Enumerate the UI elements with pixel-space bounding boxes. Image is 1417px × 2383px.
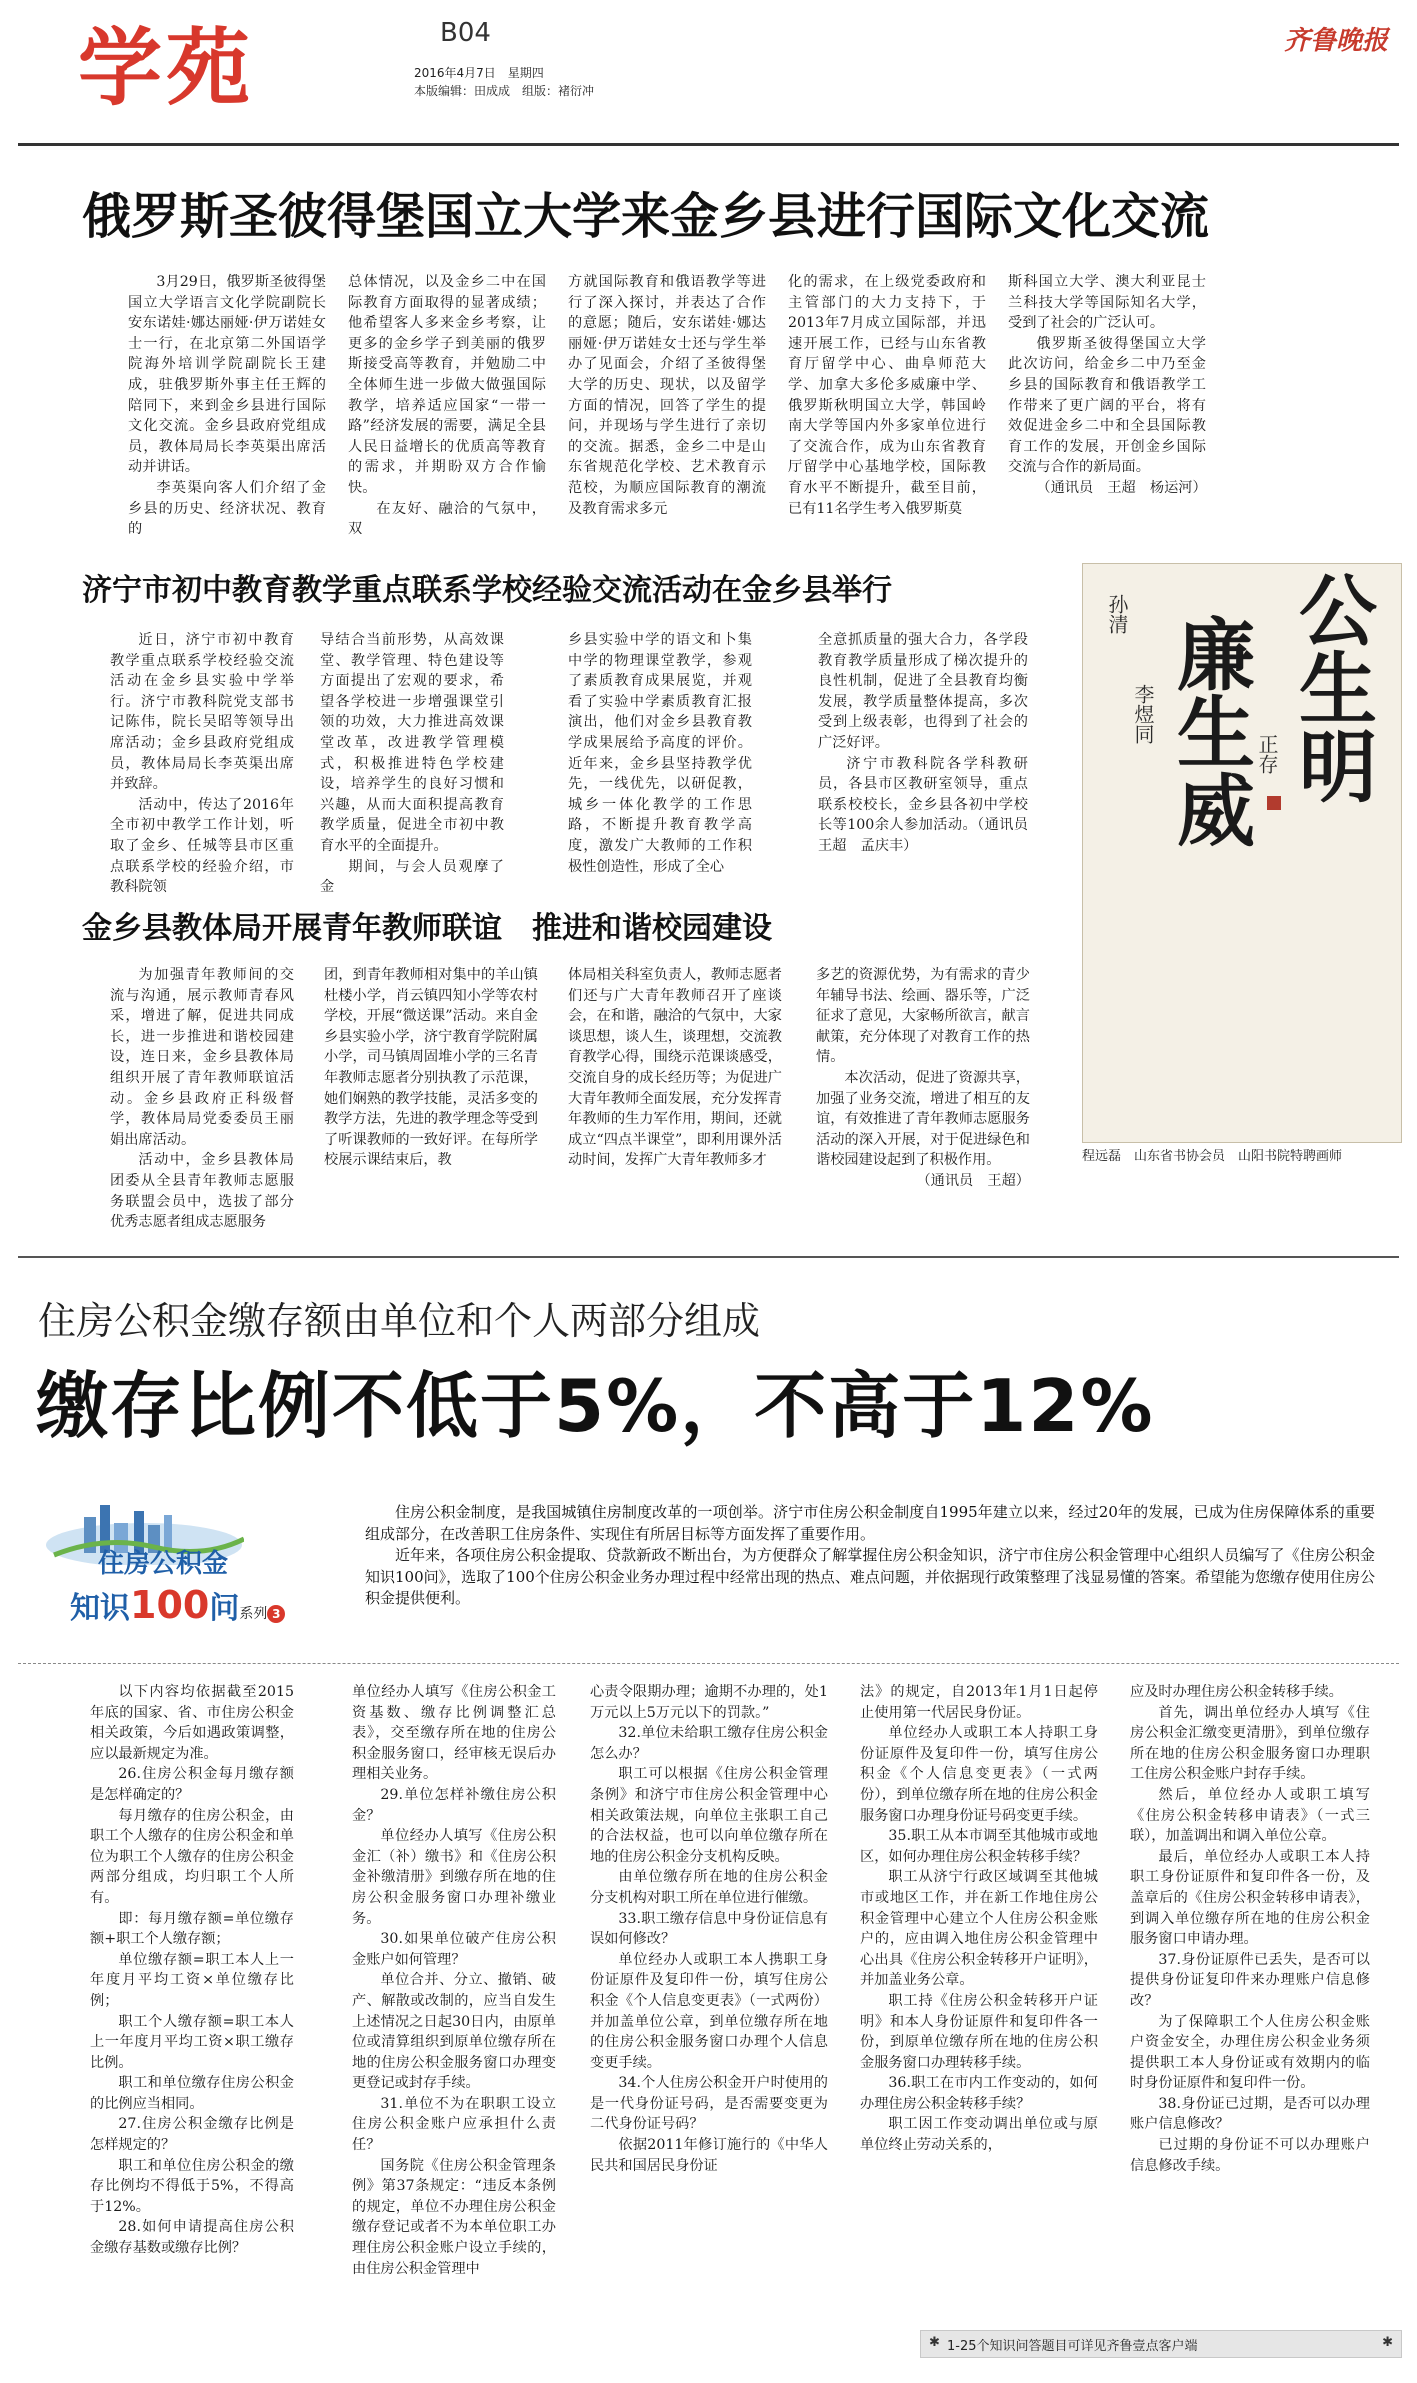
- logo-title-line2: [70, 1583, 285, 1627]
- article1-col1: [128, 272, 326, 540]
- qa-answer: 最后，单位经办人或职工本人持职工身份证原件和复印件各一份，及盖章后的《住房公积金转移申请表》，到调入单位缴存所在地的住房公积金服务窗口申请办理。: [1130, 1848, 1370, 1948]
- paragraph: 济宁市教科院各学科教研员，各县市区教研室领导，重点联系校校长，金乡县各初中学校长等100余人参加活动。（通讯员 王超 孟庆丰）: [818, 755, 1043, 854]
- qa-question: 37.身份证原件已丢失，是否可以提供身份证复印件来办理账户信息修改？: [1130, 1951, 1370, 2009]
- qa-answer: 职工个人缴存额=职工本人上一年度月平均工资×职工缴存比例。: [90, 2013, 294, 2071]
- article1-col4: [788, 272, 986, 519]
- article3-col4: [816, 965, 1030, 1192]
- article2-col2: [320, 630, 504, 898]
- calligraphy-scroll: [1082, 563, 1402, 1143]
- qa-answer: 单位经办人填写《住房公积金汇（补）缴书》和《住房公积金补缴清册》到缴存所在地的住房公积金服务窗口办理补缴业务。: [352, 1828, 556, 1927]
- paragraph: 活动中，传达了2016年全市初中教学工作计划，听取了金乡、任城等县市区重点联系学校的经验介绍，市教科院领: [110, 796, 294, 896]
- footer-note-bar: [920, 2330, 1402, 2358]
- calligraphy-line2: 廉生威: [1164, 614, 1255, 848]
- qa-answer: 职工因工作变动调出单位或与原单位终止劳动关系的，: [860, 2116, 1098, 2154]
- qa-answer: 即：每月缴存额=单位缴存额+职工个人缴存额；: [90, 1910, 294, 1948]
- article3-col2: [324, 965, 538, 1171]
- qa-answer: 单位合并、分立、撤销、破产、解散或改制的，应当自发生上述情况之日起30日内，由原单位或清算组织到原单位缴存所在地的住房公积金服务窗口办理变更登记或封存手续。: [352, 1972, 556, 2092]
- article1-col3: [568, 272, 766, 519]
- paragraph: 体局相关科室负责人，教师志愿者们还与广大青年教师召开了座谈会，在和谐，融洽的气氛中，大家谈思想，谈人生，谈理想，交流教育教学心得，围绕示范课谈感受，交流自身的成长经历等；为促进广大青年教师全面发展，充分发挥青年教师的生力军作用，期间，还就成立“四点半课堂”，即利用课外活动时间，发挥广大青年教师多才: [568, 967, 782, 1169]
- paragraph: 乡县实验中学的语文和卜集中学的物理课堂教学，参观了素质教育成果展览，并观看了实验中学素质教育汇报演出，他们对金乡县教育教学成果展给予高度的评价。近年来，金乡县坚持教学优先，一线优先，以研促教，城乡一体化教学的工作思路，不断提升教育教学高度，激发广大教师的工作积极性创造性，形成了全心: [568, 632, 752, 875]
- paragraph: 李英渠向客人们介绍了金乡县的历史、经济状况、教育的: [128, 479, 326, 538]
- paragraph: 本次活动，促进了资源共享，加强了业务交流，增进了相互的友谊，有效推进了青年教师志愿服务活动的深入开展，对于促进绿色和谐校园建设起到了积极作用。: [816, 1069, 1030, 1169]
- paragraph: 为加强青年教师间的交流与沟通，展示教师青春风采，增进了解，促进共同成长，进一步推进和谐校园建设，连日来，金乡县教体局组织开展了青年教师联谊活动。金乡县政府正科级督学，教体局局党委委员王丽娟出席活动。: [110, 967, 294, 1148]
- intro-paragraph: 住房公积金制度，是我国城镇住房制度改革的一项创举。济宁市住房公积金制度自1995年建立以来，经过20年的发展，已成为住房保障体系的重要组成部分，在改善职工住房条件、实现住有所居目标等方面发挥了重要作用。: [365, 1503, 1375, 1543]
- byline: （通讯员 王超 杨运河）: [1036, 479, 1207, 496]
- qa-question: 27.住房公积金缴存比例是怎样规定的？: [90, 2116, 294, 2154]
- qa-question: 34.个人住房公积金开户时使用的是一代身份证号码，是否需要变更为二代身份证号码？: [590, 2075, 828, 2133]
- qa-answer: 然后，单位经办人或职工填写《住房公积金转移申请表》（一式三联），加盖调出和调入单位公章。: [1130, 1786, 1370, 1845]
- qa-answer: 职工从济宁行政区域调至其他城市或地区工作，并在新工作地住房公积金管理中心建立个人住房公积金账户的，应由调入地住房公积金管理中心出具《住房公积金转移开户证明》，并加盖业务公章。: [860, 1869, 1098, 1989]
- qa-answer: 职工和单位缴存住房公积金的比例应当相同。: [90, 2075, 294, 2112]
- logo-number: 100: [130, 1583, 210, 1627]
- paragraph: 斯科国立大学、澳大利亚昆士兰科技大学等国际知名大学，受到了社会的广泛认可。: [1008, 274, 1206, 332]
- star-icon: ✱: [1382, 2335, 1393, 2350]
- qa-answer: 职工可以根据《住房公积金管理条例》和济宁市住房公积金管理中心相关政策法规，向单位主张职工自己的合法权益，也可以向单位缴存所在地的住房公积金分支机构反映。: [590, 1766, 828, 1865]
- logo-word: 知识: [70, 1591, 130, 1626]
- paragraph: 化的需求，在上级党委政府和主管部门的大力支持下，于2013年7月成立国际部，并迅速开展工作，已经与山东省教育厅留学中心、曲阜师范大学、加拿大多伦多威廉中学、俄罗斯秋明国立大学，韩国岭南大学等国内外多家单位进行了交流合作，成为山东省教育厅留学中心基地学校，国际教育水平不断提升，截至目前，已有11名学生考入俄罗斯莫: [788, 274, 986, 517]
- qa-answer: 单位缴存额=职工本人上一年度月平均工资×单位缴存比例；: [90, 1951, 294, 2009]
- article3-col3: [568, 965, 782, 1171]
- qa-question: 26.住房公积金每月缴存额是怎样确定的？: [90, 1766, 294, 1803]
- qa-answer: 为了保障职工个人住房公积金账户资金安全，办理住房公积金业务须提供职工本人身份证或有效期内的临时身份证原件和复印件一份。: [1130, 2013, 1370, 2092]
- article2-col3: [568, 630, 752, 877]
- qa-column-4: [860, 1682, 1098, 2156]
- newspaper-brand: 齐鲁晚报: [1283, 26, 1388, 56]
- paragraph: 在友好、融洽的气氛中，双: [348, 500, 546, 538]
- paragraph: 近日，济宁市初中教育教学重点联系学校经验交流活动在金乡县实验中学举行。济宁市教科院党支部书记陈伟，院长吴昭等领导出席活动；金乡县政府党组成员，教体局局长李英渠出席并致辞。: [110, 632, 294, 793]
- qa-answer: 每月缴存的住房公积金，由职工个人缴存的住房公积金和单位为职工个人缴存的住房公积金两部分组成，均归职工个人所有。: [90, 1807, 294, 1906]
- footer-note: 1-25个知识问答题目可详见齐鲁壹点客户端: [947, 2339, 1198, 2354]
- calligraphy-signature: 正存: [1255, 734, 1279, 774]
- paragraph: 活动中，金乡县教体局团委从全县青年教师志愿服务联盟会员中，选拔了部分优秀志愿者组成志愿服务: [110, 1152, 294, 1231]
- paragraph: 方就国际教育和俄语教学等进行了深入探讨，并表达了合作的意愿；随后，安东诺娃·娜达丽娅·伊万诺娃女士还与学生举办了见面会，介绍了圣彼得堡大学的历史、现状，以及留学方面的情况，回答了学生的提问，并现场与学生进行了亲切的交流。据悉，金乡二中是山东省规范化学校、艺术教育示范校，为顺应国际教育的潮流及教育需求多元: [568, 274, 766, 517]
- qa-answer: 应及时办理住房公积金转移手续。: [1130, 1684, 1343, 1700]
- paragraph: 多艺的资源优势，为有需求的青少年辅导书法、绘画、器乐等，广泛征求了意见，大家畅所欲言，献言献策，充分体现了对教育工作的热情。: [816, 967, 1030, 1066]
- article2-col1: [110, 630, 294, 898]
- logo-word: 问: [209, 1591, 240, 1626]
- issue-date: 2016年4月7日 星期四: [414, 66, 544, 80]
- qa-rule: [18, 1663, 1399, 1664]
- paragraph: 俄罗斯圣彼得堡国立大学此次访问，给金乡二中乃至金乡县的国际教育和俄语教学工作带来了更广阔的平台，将有效促进金乡二中和全县国际教育工作的发展，开创金乡国际交流与合作的新局面。: [1008, 335, 1206, 476]
- article1-title: 俄罗斯圣彼得堡国立大学来金乡县进行国际文化交流: [82, 188, 1210, 245]
- qa-answer: 以下内容均依据截至2015年底的国家、省、市住房公积金相关政策，今后如遇政策调整，应以最新规定为准。: [90, 1684, 294, 1762]
- qa-column-3: [590, 1682, 828, 2176]
- article3-col1: [110, 965, 294, 1233]
- qa-question: 29.单位怎样补缴住房公积金？: [352, 1786, 556, 1824]
- article1-col2: [348, 272, 546, 540]
- seal-stamp: [1267, 796, 1281, 810]
- article1-col5: [1008, 272, 1206, 499]
- feature-title: 缴存比例不低于5%，不高于12%: [36, 1364, 1155, 1448]
- qa-answer: 单位经办人或职工本人持职工身份证原件及复印件一份，填写住房公积金《个人信息变更表》（一式两份），到单位缴存所在地的住房公积金服务窗口办理身份证号码变更手续。: [860, 1725, 1098, 1824]
- logo-series-number: 3: [267, 1605, 285, 1623]
- article2-col4: [818, 630, 1043, 857]
- logo-series-label: 系列: [239, 1606, 268, 1622]
- qa-answer: 心责令限期办理；逾期不办理的，处1万元以上5万元以下的罚款。”: [590, 1684, 828, 1721]
- section-rule: [18, 1256, 1399, 1258]
- qa-column-1: [90, 1682, 294, 2259]
- qa-question: 30.如果单位破产住房公积金账户如何管理？: [352, 1931, 556, 1968]
- paragraph: 3月29日，俄罗斯圣彼得堡国立大学语言文化学院副院长安东诺娃·娜达丽娅·伊万诺娃女士一行，在北京第二外国语学院海外培训学院副院长王建成，驻俄罗斯外事主任王辉的陪同下，来到金乡县进行国际文化交流。金乡县政府党组成员，教体局局长李英渠出席活动并讲话。: [128, 274, 326, 476]
- masthead-rule: [18, 143, 1399, 146]
- calligraphy-caption: 程远磊 山东省书协会员 山阳书院特聘画师: [1082, 1149, 1343, 1164]
- calligraphy-artwork: [1082, 563, 1417, 1183]
- qa-answer: 已过期的身份证不可以办理账户信息修改手续。: [1130, 2137, 1370, 2174]
- issue-meta: [414, 64, 594, 100]
- qa-answer: 依据2011年修订施行的《中华人民共和国居民身份证: [590, 2137, 828, 2174]
- qa-answer: 国务院《住房公积金管理条例》第37条规定：“违反本条例的规定，单位不办理住房公积金缴存登记或者不为本单位职工办理住房公积金账户设立手续的，由住房公积金管理中: [352, 2157, 556, 2277]
- paragraph: 期间，与会人员观摩了金: [320, 858, 504, 896]
- qa-answer: 职工和单位住房公积金的缴存比例均不得低于5%，不得高于12%。: [90, 2157, 294, 2215]
- paragraph: 导结合当前形势，从高效课堂、教学管理、特色建设等方面提出了宏观的要求，希望各学校进一步增强课堂引领的功效，大力推进高效课堂改革，改进教学管理模式，积极推进特色学校建设，培养学生的良好习惯和兴趣，从而大面积提高教育教学质量，促进全市初中教育水平的全面提升。: [320, 632, 504, 854]
- editors-line: 本版编辑：田成成 组版：褚衍冲: [414, 84, 595, 98]
- section-title: 学苑: [78, 19, 255, 117]
- byline: （通讯员 王超）: [916, 1172, 1030, 1189]
- qa-answer: 首先，调出单位经办人填写《住房公积金汇缴变更清册》，到单位缴存所在地的住房公积金服务窗口办理职工住房公积金账户封存手续。: [1130, 1704, 1370, 1783]
- paragraph: 团，到青年教师相对集中的羊山镇杜楼小学，肖云镇四知小学等农村学校，开展“微送课”活动。来自金乡县实验小学，济宁教育学院附属小学，司马镇周固堆小学的三名青年教师志愿者分别执教了示范课，她们娴熟的教学技能，灵活多变的教学方法，先进的教学理念等受到了听课教师的一致好评。在每所学校展示课结束后，教: [324, 967, 538, 1169]
- logo-title-line1: 住房公积金: [98, 1549, 229, 1579]
- qa-answer: 单位经办人填写《住房公积金工资基数、缴存比例调整汇总表》，交至缴存所在地的住房公积金服务窗口，经审核无误后办理相关业务。: [352, 1684, 556, 1783]
- article3-title: 金乡县教体局开展青年教师联谊 推进和谐校园建设: [82, 911, 772, 946]
- paragraph: 全意抓质量的强大合力，各学段教育教学质量形成了梯次提升的良性机制，促进了全县教育均衡发展，教学质量整体提高，多次受到上级表彰，也得到了社会的广泛好评。: [818, 632, 1028, 751]
- series-logo: [30, 1495, 325, 1657]
- qa-column-5: [1130, 1682, 1370, 2176]
- calligraphy-inscription-2: 李煜同: [1131, 684, 1155, 744]
- qa-answer: 职工持《住房公积金转移开户证明》和本人身份证原件和复印件各一份，到原单位缴存所在地的住房公积金服务窗口办理转移手续。: [860, 1992, 1098, 2071]
- calligraphy-line1: 公生明: [1286, 570, 1377, 804]
- paragraph: 总体情况，以及金乡二中在国际教育方面取得的显著成绩；他希望客人多来金乡考察，让更多的金乡学子到美丽的俄罗斯接受高等教育，并勉励二中全体师生进一步做大做强国际教学，培养适应国家“一带一路”经济发展的需要，满足全县人民日益增长的优质高等教育的需求，并期盼双方合作愉快。: [348, 274, 546, 496]
- qa-question: 33.职工缴存信息中身份证信息有误如何修改？: [590, 1910, 828, 1948]
- article2-title: 济宁市初中教育教学重点联系学校经验交流活动在金乡县举行: [82, 573, 892, 608]
- qa-question: 32.单位未给职工缴存住房公积金怎么办？: [590, 1725, 828, 1762]
- star-icon: ✱: [929, 2335, 940, 2350]
- masthead: [78, 18, 1388, 130]
- calligraphy-inscription-1: 孙清: [1105, 594, 1129, 634]
- qa-answer: 由单位缴存所在地的住房公积金分支机构对职工所在单位进行催缴。: [590, 1869, 828, 1906]
- qa-question: 36.职工在市内工作变动的，如何办理住房公积金转移手续？: [860, 2075, 1098, 2112]
- qa-question: 35.职工从本市调至其他城市或地区，如何办理住房公积金转移手续？: [860, 1828, 1098, 1865]
- feature-subtitle: 住房公积金缴存额由单位和个人两部分组成: [38, 1299, 761, 1343]
- qa-question: 31.单位不为在职职工设立住房公积金账户应承担什么责任？: [352, 2095, 556, 2154]
- qa-answer: 单位经办人或职工本人携职工身份证原件及复印件一份，填写住房公积金《个人信息变更表》（一式两份）并加盖单位公章，到单位缴存所在地的住房公积金服务窗口办理个人信息变更手续。: [590, 1951, 828, 2071]
- page-number: B04: [440, 18, 491, 48]
- intro-paragraph: 近年来，各项住房公积金提取、贷款新政不断出台，为方便群众了解掌握住房公积金知识，济宁市住房公积金管理中心组织人员编写了《住房公积金知识100问》，选取了100个住房公积金业务办理过程中经常出现的热点、难点问题，并依据现行政策整理了浅显易懂的答案。希望能为您缴存使用住房公积金提供便利。: [365, 1546, 1375, 1607]
- qa-question: 38.身份证已过期，是否可以办理账户信息修改？: [1130, 2095, 1370, 2133]
- feature-intro: [365, 1502, 1375, 1610]
- qa-question: 28.如何申请提高住房公积金缴存基数或缴存比例？: [90, 2219, 294, 2257]
- qa-column-2: [352, 1682, 556, 2279]
- qa-answer: 法》的规定，自2013年1月1日起停止使用第一代居民身份证。: [860, 1684, 1098, 1721]
